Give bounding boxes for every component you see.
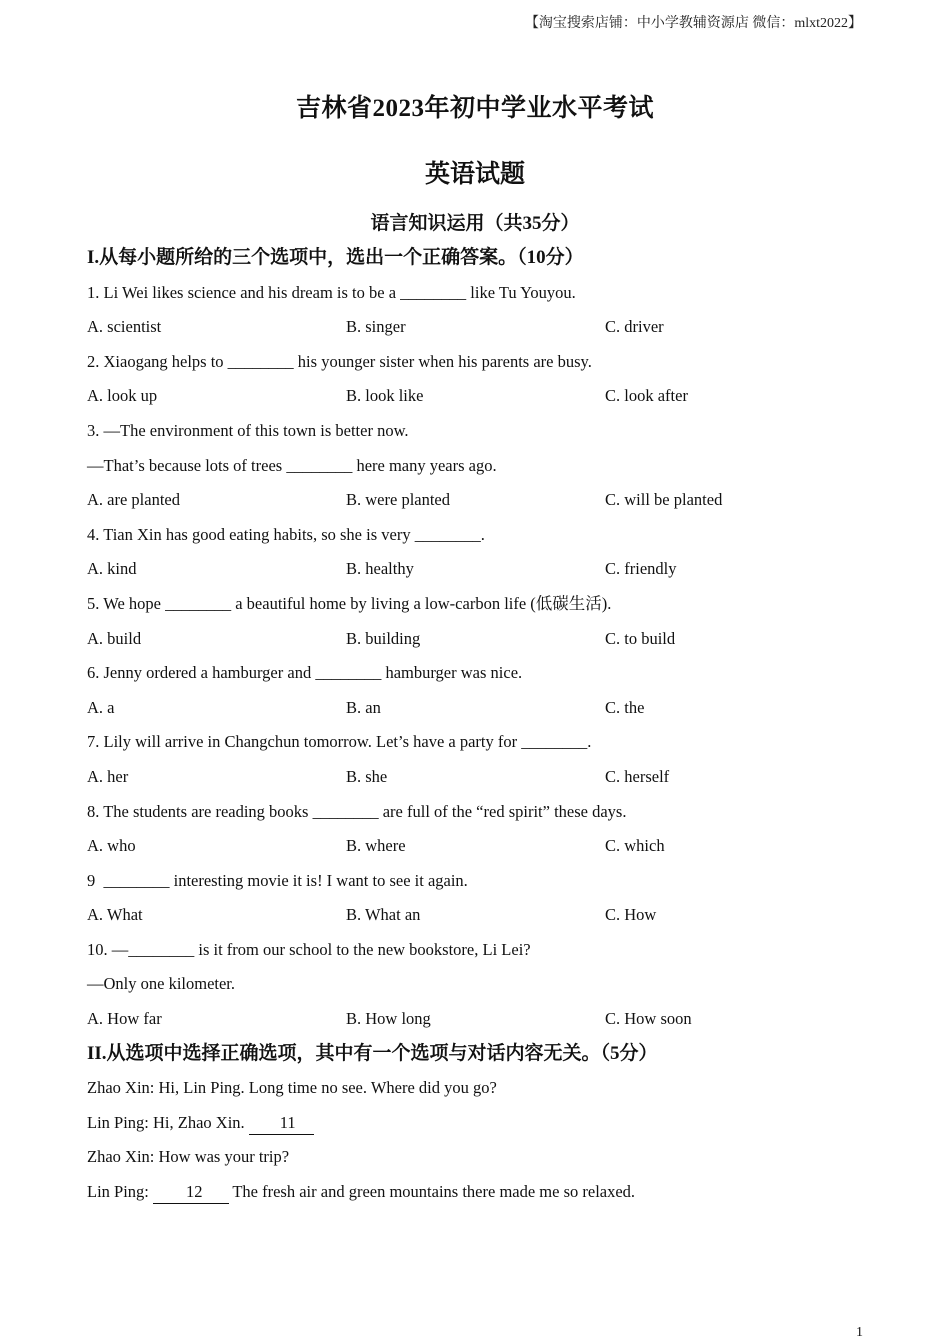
option-a: A. her [87,766,129,786]
option-a: A. look up [87,386,158,406]
option-c: C. friendly [605,559,677,579]
option-c: C. How [605,905,657,925]
dialogue-line-2 [87,1109,877,1144]
question-2-options [87,382,877,417]
dialogue-line-1: Zhao Xin: Hi, Lin Ping. Long time no see. Where did you go? [87,1078,497,1098]
question-10-stem: 10. —________ is it from our school to the new bookstore, Li Lei? [87,939,531,959]
header-note: 【淘宝搜索店铺：中小学教辅资源店 微信：mlxt2022】 [524,16,862,31]
page-number: 1 [856,1325,863,1340]
question-9-stem: 9 ________ interesting movie it is! I want to see it again. [87,870,468,890]
answer-blank-11: 11 [249,1112,314,1135]
option-a: A. kind [87,559,137,579]
exam-content [87,244,877,1213]
answer-blank-12: 12 [153,1181,229,1204]
question-9-options [87,901,877,936]
dialogue-line-4-text: The fresh air and green mountains there made me so relaxed. [228,1182,636,1202]
option-c: C. look after [605,386,688,406]
option-b: B. singer [346,317,406,337]
option-a: A. build [87,628,142,648]
question-5-stem: 5. We hope ________ a beautiful home by living a low-carbon life (低碳生活). [87,593,612,613]
question-1-options [87,313,877,348]
question-3-stem: 3. —The environment of this town is better now. [87,420,409,440]
question-2-stem: 2. Xiaogang helps to ________ his younger sister when his parents are busy. [87,351,592,371]
question-8-options [87,832,877,867]
dialogue-line-2-text: Lin Ping: Hi, Zhao Xin. [87,1112,249,1132]
option-a: A. are planted [87,490,180,510]
question-3-options [87,486,877,521]
option-b: B. she [346,766,388,786]
dialogue-line-3: Zhao Xin: How was your trip? [87,1147,290,1167]
option-a: A. How far [87,1009,162,1029]
option-b: B. building [346,628,421,648]
option-b: B. healthy [346,559,414,579]
question-4-stem: 4. Tian Xin has good eating habits, so she is very ________. [87,524,485,544]
option-c: C. driver [605,317,664,337]
question-3-stem-reply: —That’s because lots of trees ________ here many years ago. [87,455,497,475]
question-4-options [87,555,877,590]
question-10-stem-reply: —Only one kilometer. [87,974,236,994]
question-6-options [87,694,877,729]
option-b: B. look like [346,386,424,406]
question-6-stem: 6. Jenny ordered a hamburger and ________ hamburger was nice. [87,663,523,683]
option-c: C. herself [605,766,670,786]
option-b: B. were planted [346,490,451,510]
exam-subtitle: 英语试题 [424,161,525,188]
option-c: C. will be planted [605,490,723,510]
option-c: C. the [605,697,645,717]
part1-heading: I.从每小题所给的三个选项中，选出一个正确答案。（10分） [87,247,584,268]
option-b: B. How long [346,1009,431,1029]
question-5-options [87,625,877,660]
dialogue-line-4 [87,1178,877,1213]
question-1-stem: 1. Li Wei likes science and his dream is to be a ________ like Tu Youyou. [87,282,576,302]
option-c: C. which [605,836,665,856]
section-title: 语言知识运用（共35分） [370,213,580,234]
option-a: A. who [87,836,136,856]
dialogue-line-4-prefix: Lin Ping: [87,1182,154,1202]
question-7-options [87,763,877,798]
option-c: C. How soon [605,1009,692,1029]
option-c: C. to build [605,628,676,648]
option-b: B. an [346,697,381,717]
option-a: A. What [87,905,143,925]
option-b: B. where [346,836,406,856]
option-a: A. a [87,697,115,717]
exam-title: 吉林省2023年初中学业水平考试 [295,95,654,122]
question-7-stem: 7. Lily will arrive in Changchun tomorrow. Let’s have a party for ________. [87,732,592,752]
question-8-stem: 8. The students are reading books ________ are full of the “red spirit” these days. [87,801,627,821]
option-b: B. What an [346,905,421,925]
option-a: A. scientist [87,317,162,337]
part2-heading: II.从选项中选择正确选项，其中有一个选项与对话内容无关。（5分） [87,1042,658,1064]
question-10-options [87,1005,877,1040]
